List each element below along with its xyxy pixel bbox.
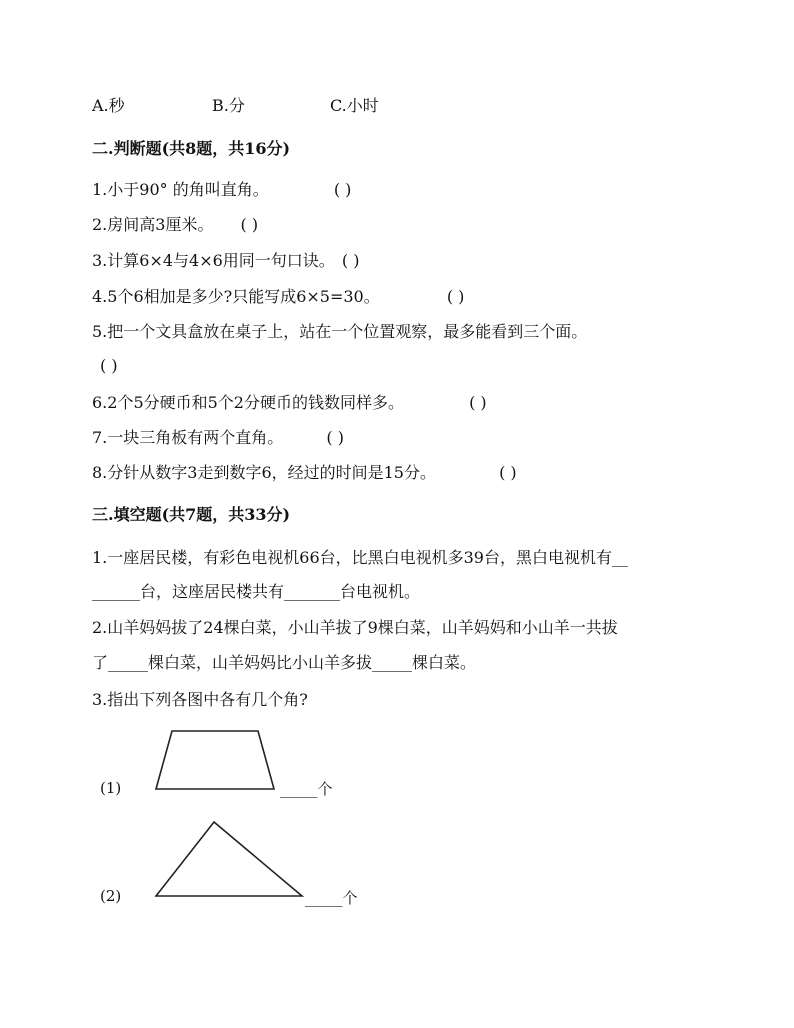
fill-q1-line2: ______台，这座居民楼共有_______台电视机。 bbox=[92, 582, 421, 601]
figure-1-label: (1) bbox=[100, 779, 122, 797]
option-a: A.秒 bbox=[92, 96, 125, 115]
judge-item-7 bbox=[92, 428, 344, 448]
judge-item-8-text: 8.分针从数字3走到数字6，经过的时间是15分。 bbox=[92, 463, 436, 482]
judge-item-3 bbox=[92, 251, 359, 271]
figure-2-label: (2) bbox=[100, 887, 122, 905]
judge-item-3-text: 3.计算6×4与4×6用同一句口诀。 bbox=[92, 251, 335, 270]
judge-item-1-paren: ( ) bbox=[333, 180, 352, 199]
figure-2-blank: _____个 bbox=[305, 889, 358, 907]
option-c: C.小时 bbox=[330, 96, 379, 115]
fill-q2-line1: 2.山羊妈妈拔了24棵白菜，小山羊拔了9棵白菜，山羊妈妈和小山羊一共拔 bbox=[92, 618, 618, 637]
judge-item-8 bbox=[92, 463, 517, 483]
section2-heading: 二.判断题(共8题，共16分) bbox=[92, 139, 291, 158]
judge-item-2-text: 2.房间高3厘米。 bbox=[92, 215, 214, 234]
judge-item-6-paren: ( ) bbox=[469, 393, 487, 412]
judge-item-7-paren: ( ) bbox=[326, 428, 344, 447]
trapezoid-figure bbox=[150, 725, 280, 795]
judge-item-1-text: 1.小于90° 的角叫直角。 bbox=[92, 180, 269, 199]
judge-item-4-paren: ( ) bbox=[446, 287, 465, 306]
judge-item-1 bbox=[92, 180, 351, 200]
triangle-figure bbox=[150, 818, 310, 902]
judge-item-4-text: 4.5个6相加是多少?只能写成6×5=30。 bbox=[92, 287, 380, 306]
judge-item-2 bbox=[92, 215, 258, 235]
judge-item-4 bbox=[92, 287, 464, 307]
judge-item-6 bbox=[92, 393, 487, 413]
judge-item-6-text: 6.2个5分硬币和5个2分硬币的钱数同样多。 bbox=[92, 393, 404, 412]
section3-heading: 三.填空题(共7题，共33分) bbox=[92, 505, 291, 524]
fill-q2-line2: 了_____棵白菜，山羊妈妈比小山羊多拔_____棵白菜。 bbox=[92, 653, 477, 672]
judge-item-8-paren: ( ) bbox=[499, 463, 517, 482]
fill-q3: 3.指出下列各图中各有几个角? bbox=[92, 690, 308, 709]
judge-item-5-paren: ( ) bbox=[100, 356, 118, 375]
judge-item-2-paren: ( ) bbox=[240, 215, 259, 234]
option-b: B.分 bbox=[212, 96, 245, 115]
figure-1-blank: _____个 bbox=[280, 780, 333, 798]
judge-item-7-text: 7.一块三角板有两个直角。 bbox=[92, 428, 284, 447]
judge-item-5-text: 5.把一个文具盒放在桌子上，站在一个位置观察，最多能看到三个面。 bbox=[92, 322, 588, 341]
fill-q1-line1: 1.一座居民楼，有彩色电视机66台，比黑白电视机多39台，黑白电视机有__ bbox=[92, 548, 628, 567]
judge-item-3-paren: ( ) bbox=[341, 251, 360, 270]
